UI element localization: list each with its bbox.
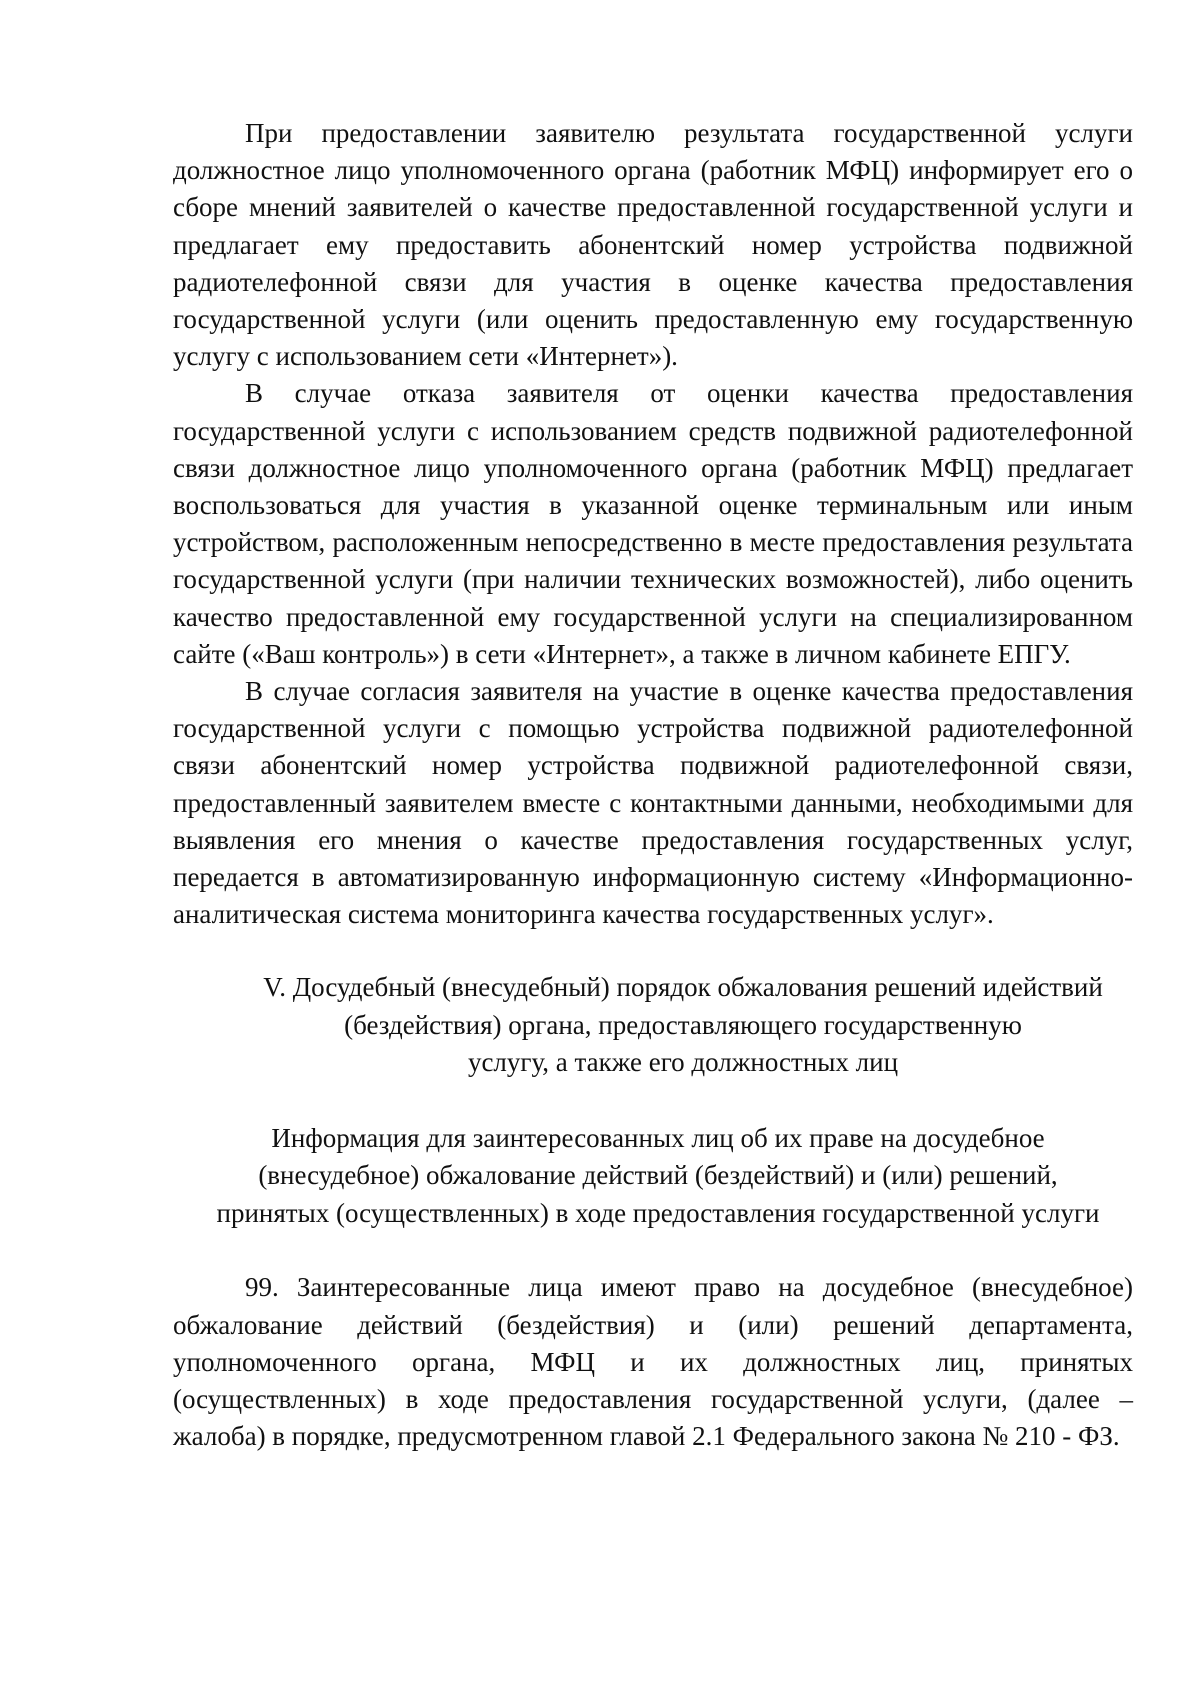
section-heading-line: (бездействия) органа, предоставляющего государственную: [344, 1009, 1022, 1040]
section-heading-line: услугу, а также его должностных лиц: [467, 1047, 899, 1078]
section-heading-line: V. Досудебный (внесудебный) порядок обжалования решений идействий: [263, 972, 1103, 1003]
paragraph-refusal-case: В случае отказа заявителя от оценки качества предоставления государственной услуги с использованием средств подвижной радиотелефонной связи должностное лицо уполномоченного органа (работник МФЦ) предлагает воспользоваться для участия в указанной оценке терминальным или иным устройством, расположенным непосредственно в месте предоставления результата государственной услуги (при наличии технических возможностей), либо оценить качество предоставленной ему государственной услуги на специализированном сайте («Ваш контроль») в сети «Интернет», а также в личном кабинете ЕПГУ.: [173, 378, 1133, 669]
paragraph-consent-case: В случае согласия заявителя на участие в оценке качества предоставления государственной услуги с помощью устройства подвижной радиотелефонной связи абонентский номер устройства подвижной радиотелефонной связи, предоставленный заявителем вместе с контактными данными, необходимыми для выявления его мнения о качестве предоставления государственных услуг, передается в автоматизированную информационную систему «Информационно-аналитическая система мониторинга качества государственных услуг».: [173, 676, 1133, 930]
section-heading: [173, 969, 1133, 1082]
subheading: [173, 1120, 1133, 1233]
subheading-line: принятых (осуществленных) в ходе предоставления государственной услуги: [216, 1197, 1100, 1228]
subheading-line: (внесудебное) обжалование действий (бездействий) и (или) решений,: [258, 1160, 1058, 1191]
paragraph-99: 99. Заинтересованные лица имеют право на досудебное (внесудебное) обжалование действий (бездействия) и (или) решений департамента, уполномоченного органа, МФЦ и их должностных лиц, принятых (осуществленных) в ходе предоставления государственной услуги, (далее – жалоба) в порядке, предусмотренном главой 2.1 Федерального закона № 210 - ФЗ.: [173, 1272, 1133, 1452]
paragraph-quality-survey: При предоставлении заявителю результата государственной услуги должностное лицо уполномоченного органа (работник МФЦ) информирует его о сборе мнений заявителей о качестве предоставленной государственной услуги и предлагает ему предоставить абонентский номер устройства подвижной радиотелефонной связи для участия в оценке качества предоставления государственной услуги (или оценить предоставленную ему государственную услугу с использованием сети «Интернет»).: [173, 118, 1133, 372]
document-page: [173, 115, 1133, 1455]
subheading-line: Информация для заинтересованных лиц об их праве на досудебное: [271, 1122, 1045, 1153]
